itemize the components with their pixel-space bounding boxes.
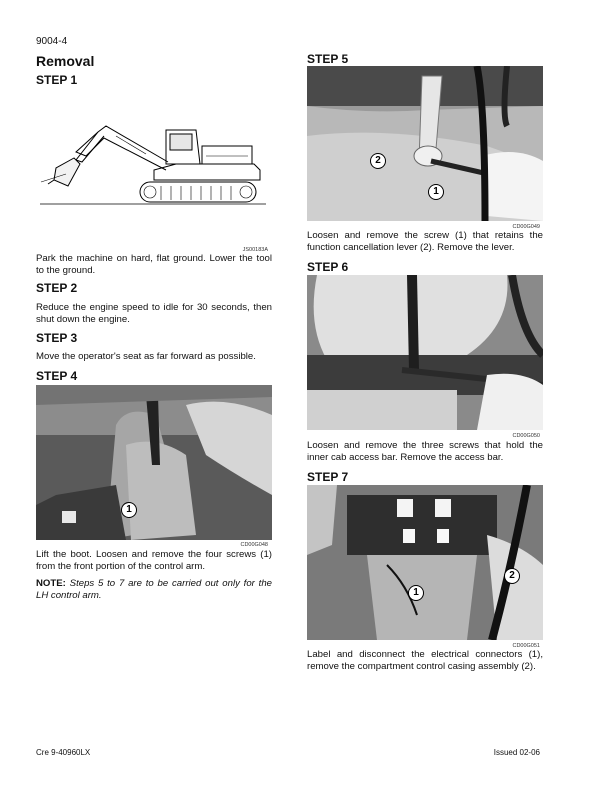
callout-1-step7: 1 xyxy=(408,585,424,601)
step-3-text: Move the operator's seat as far forward as possible. xyxy=(36,351,256,362)
step-6-label: STEP 6 xyxy=(307,260,349,274)
step-7-photo xyxy=(307,485,543,640)
step-2-label: STEP 2 xyxy=(36,281,78,295)
step-4-photo xyxy=(36,385,272,540)
footer-left: Cre 9-40960LX xyxy=(36,748,91,757)
step-1-label: STEP 1 xyxy=(36,73,78,87)
footer-right: Issued 02-06 xyxy=(493,748,540,757)
step-7-text: Label and disconnect the electrical connectors (1), remove the compartment control casing assembly (2). xyxy=(307,649,543,672)
excavator-illustration xyxy=(36,120,270,208)
step-5-text: Loosen and remove the screw (1) that retains the function cancellation lever (2). Remove the lever. xyxy=(307,230,543,253)
figure-code-step7: CD00G051 xyxy=(512,643,540,649)
callout-1-step5: 1 xyxy=(428,184,444,200)
callout-2-step7: 2 xyxy=(504,568,520,584)
step-5-photo xyxy=(307,66,543,221)
figure-code-step4: CD00G048 xyxy=(240,542,268,548)
figure-code-step5: CD00G049 xyxy=(512,224,540,230)
step-7-label: STEP 7 xyxy=(307,470,349,484)
page-number: 9004-4 xyxy=(36,36,68,47)
figure-code-step1: JS00183A xyxy=(242,247,268,253)
section-title: Removal xyxy=(36,53,95,69)
note xyxy=(36,578,272,602)
callout-1-step4: 1 xyxy=(121,502,137,518)
figure-code-step6: CD00G050 xyxy=(512,433,540,439)
step-1-text: Park the machine on hard, flat ground. Lower the tool to the ground. xyxy=(36,253,272,276)
step-6-photo xyxy=(307,275,543,430)
step-5-label: STEP 5 xyxy=(307,52,349,66)
step-3-label: STEP 3 xyxy=(36,331,78,345)
step-4-label: STEP 4 xyxy=(36,369,78,383)
step-2-text: Reduce the engine speed to idle for 30 seconds, then shut down the engine. xyxy=(36,302,272,325)
step-4-text: Lift the boot. Loosen and remove the four screws (1) from the front portion of the control arm. xyxy=(36,549,272,572)
note-text: Steps 5 to 7 are to be carried out only for the LH control arm. xyxy=(36,578,273,601)
note-label: NOTE: xyxy=(36,578,66,589)
callout-2-step5: 2 xyxy=(370,153,386,169)
step-6-text: Loosen and remove the three screws that hold the inner cab access bar. Remove the access bar. xyxy=(307,440,543,463)
